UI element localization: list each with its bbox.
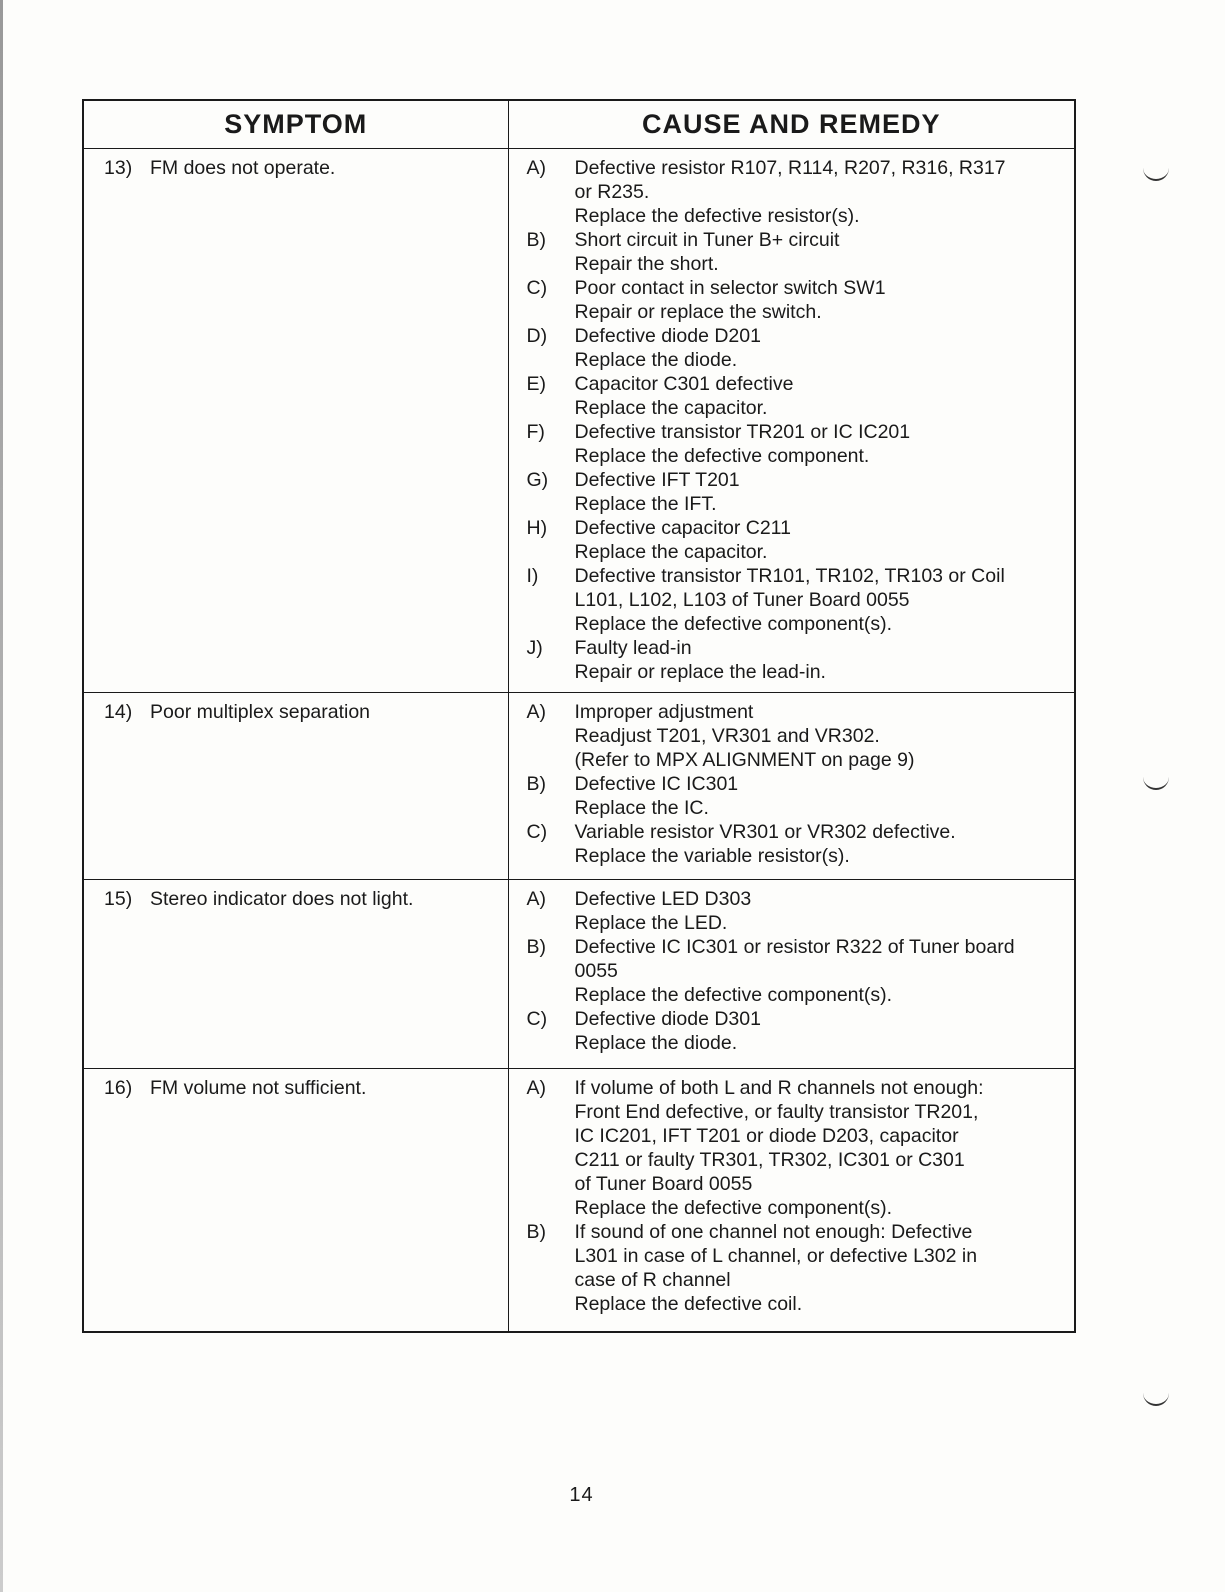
symptom-number: 14) bbox=[104, 701, 133, 723]
item-text bbox=[575, 156, 1067, 228]
cause-remedy-cell bbox=[508, 1069, 1075, 1332]
remedy-text: Replace the capacitor. bbox=[574, 397, 768, 419]
item-letter: C) bbox=[526, 1008, 548, 1030]
table-row bbox=[83, 880, 1075, 1069]
item-text bbox=[575, 1076, 1067, 1220]
remedy-text: Repair or replace the switch. bbox=[574, 301, 822, 323]
cause-text: If volume of both L and R channels not enough: Front End defective, or faulty transistor TR201, IC IC201, IFT T201 or diode D203, capacitor C211 or faulty TR301, TR302, IC301 or C301 of Tuner Board 0055 bbox=[574, 1077, 984, 1195]
cause-remedy-cell bbox=[508, 880, 1075, 1069]
list-item bbox=[527, 564, 1067, 636]
remedy-text: Replace the capacitor. bbox=[574, 541, 768, 563]
cause-text: Defective IC IC301 or resistor R322 of Tuner board 0055 bbox=[574, 936, 1015, 982]
item-letter: H) bbox=[526, 517, 548, 539]
list-item bbox=[527, 324, 1067, 372]
cause-text: If sound of one channel not enough: Defective L301 in case of L channel, or defective L302 in case of R channel bbox=[574, 1221, 978, 1291]
item-letter: C) bbox=[526, 821, 548, 843]
remedy-text: Repair the short. bbox=[574, 253, 719, 275]
remedy-text: Replace the diode. bbox=[574, 349, 738, 371]
cause-text: Defective IFT T201 bbox=[574, 469, 740, 491]
cause-remedy-cell bbox=[508, 149, 1075, 693]
remedy-text: Replace the LED. bbox=[574, 912, 728, 934]
remedy-text: Replace the defective coil. bbox=[574, 1293, 803, 1315]
list-item bbox=[527, 420, 1067, 468]
list-item bbox=[527, 1076, 1067, 1220]
list-item bbox=[527, 372, 1067, 420]
item-text bbox=[575, 820, 1067, 868]
item-letter: F) bbox=[526, 421, 545, 443]
item-letter: J) bbox=[526, 637, 543, 659]
item-letter: A) bbox=[526, 157, 546, 179]
symptom-text: FM volume not sufficient. bbox=[150, 1077, 367, 1099]
cause-text: Defective diode D301 bbox=[574, 1008, 761, 1030]
remedy-text: Replace the diode. bbox=[574, 1032, 738, 1054]
table-header-row bbox=[83, 100, 1075, 149]
cause-text: Defective LED D303 bbox=[574, 888, 752, 910]
remedy-text: Replace the IFT. bbox=[574, 493, 717, 515]
remedy-text: Replace the variable resistor(s). bbox=[574, 845, 850, 867]
symptom-cell bbox=[83, 880, 508, 1069]
cause-remedy-cell bbox=[508, 693, 1075, 880]
cause-text: Defective transistor TR201 or IC IC201 bbox=[574, 421, 911, 443]
list-item bbox=[527, 820, 1067, 868]
item-letter: A) bbox=[526, 701, 546, 723]
list-item bbox=[527, 700, 1067, 772]
cause-text: Defective transistor TR101, TR102, TR103 or Coil L101, L102, L103 of Tuner Board 0055 bbox=[574, 565, 1005, 611]
cause-remedy-header: CAUSE AND REMEDY bbox=[508, 100, 1075, 149]
binder-hole-mark-top bbox=[1143, 165, 1169, 181]
binder-hole-mark-bottom bbox=[1143, 1390, 1169, 1406]
item-letter: A) bbox=[526, 1077, 546, 1099]
symptom-cell bbox=[83, 693, 508, 880]
symptom-cell bbox=[83, 1069, 508, 1332]
item-letter: A) bbox=[526, 888, 546, 910]
remedy-text: Replace the defective component(s). bbox=[574, 984, 893, 1006]
table-row bbox=[83, 693, 1075, 880]
item-text bbox=[575, 564, 1067, 636]
symptom-number: 13) bbox=[104, 157, 133, 179]
list-item bbox=[527, 228, 1067, 276]
list-item bbox=[527, 276, 1067, 324]
item-text bbox=[575, 700, 1067, 772]
list-item bbox=[527, 1007, 1067, 1055]
cause-text: Defective IC IC301 bbox=[574, 773, 739, 795]
symptom-header: SYMPTOM bbox=[83, 100, 508, 149]
list-item bbox=[527, 1220, 1067, 1316]
symptom-cell bbox=[83, 149, 508, 693]
item-letter: B) bbox=[526, 936, 546, 958]
item-text bbox=[575, 887, 1067, 935]
item-letter: E) bbox=[526, 373, 546, 395]
list-item bbox=[527, 772, 1067, 820]
remedy-text: Replace the IC. bbox=[574, 797, 709, 819]
symptom-text: Stereo indicator does not light. bbox=[150, 888, 414, 910]
list-item bbox=[527, 468, 1067, 516]
list-item bbox=[527, 887, 1067, 935]
item-text bbox=[575, 276, 1067, 324]
page-left-edge bbox=[0, 0, 3, 1592]
item-text bbox=[575, 1007, 1067, 1055]
table-body bbox=[83, 149, 1075, 1332]
cause-text: Poor contact in selector switch SW1 bbox=[574, 277, 886, 299]
remedy-text: Repair or replace the lead-in. bbox=[574, 661, 826, 683]
cause-text: Capacitor C301 defective bbox=[574, 373, 794, 395]
item-text bbox=[575, 420, 1067, 468]
item-letter: B) bbox=[526, 1221, 546, 1243]
item-text bbox=[575, 372, 1067, 420]
list-item bbox=[527, 636, 1067, 684]
list-item bbox=[527, 935, 1067, 1007]
remedy-text: Replace the defective component. bbox=[574, 445, 870, 467]
remedy-text: Replace the defective component(s). bbox=[574, 613, 893, 635]
item-letter: I) bbox=[526, 565, 539, 587]
item-letter: B) bbox=[526, 773, 546, 795]
cause-text: Variable resistor VR301 or VR302 defective. bbox=[574, 821, 956, 843]
list-item bbox=[527, 516, 1067, 564]
item-text bbox=[575, 1220, 1067, 1316]
cause-text: Defective diode D201 bbox=[574, 325, 761, 347]
cause-text: Short circuit in Tuner B+ circuit bbox=[574, 229, 840, 251]
symptom-text: Poor multiplex separation bbox=[150, 701, 371, 723]
item-text bbox=[575, 324, 1067, 372]
item-letter: B) bbox=[526, 229, 546, 251]
cause-text: Faulty lead-in bbox=[574, 637, 692, 659]
item-text bbox=[575, 468, 1067, 516]
item-text bbox=[575, 935, 1067, 1007]
symptom-text: FM does not operate. bbox=[150, 157, 336, 179]
table-row bbox=[83, 1069, 1075, 1332]
item-text bbox=[575, 636, 1067, 684]
binder-hole-mark-middle bbox=[1143, 774, 1169, 790]
remedy-text: Readjust T201, VR301 and VR302. (Refer to MPX ALIGNMENT on page 9) bbox=[574, 725, 915, 771]
remedy-text: Replace the defective component(s). bbox=[574, 1197, 893, 1219]
item-letter: C) bbox=[526, 277, 548, 299]
remedy-text: Replace the defective resistor(s). bbox=[574, 205, 860, 227]
cause-text: Defective resistor R107, R114, R207, R316, R317 or R235. bbox=[574, 157, 1006, 203]
troubleshooting-table bbox=[82, 99, 1076, 1333]
item-text bbox=[575, 516, 1067, 564]
cause-text: Improper adjustment bbox=[574, 701, 754, 723]
symptom-number: 16) bbox=[104, 1077, 133, 1099]
item-text bbox=[575, 228, 1067, 276]
list-item bbox=[527, 156, 1067, 228]
page-number: 14 bbox=[569, 1484, 594, 1506]
table-row bbox=[83, 149, 1075, 693]
item-letter: D) bbox=[526, 325, 548, 347]
cause-text: Defective capacitor C211 bbox=[574, 517, 791, 539]
item-letter: G) bbox=[526, 469, 549, 491]
item-text bbox=[575, 772, 1067, 820]
symptom-number: 15) bbox=[104, 888, 133, 910]
